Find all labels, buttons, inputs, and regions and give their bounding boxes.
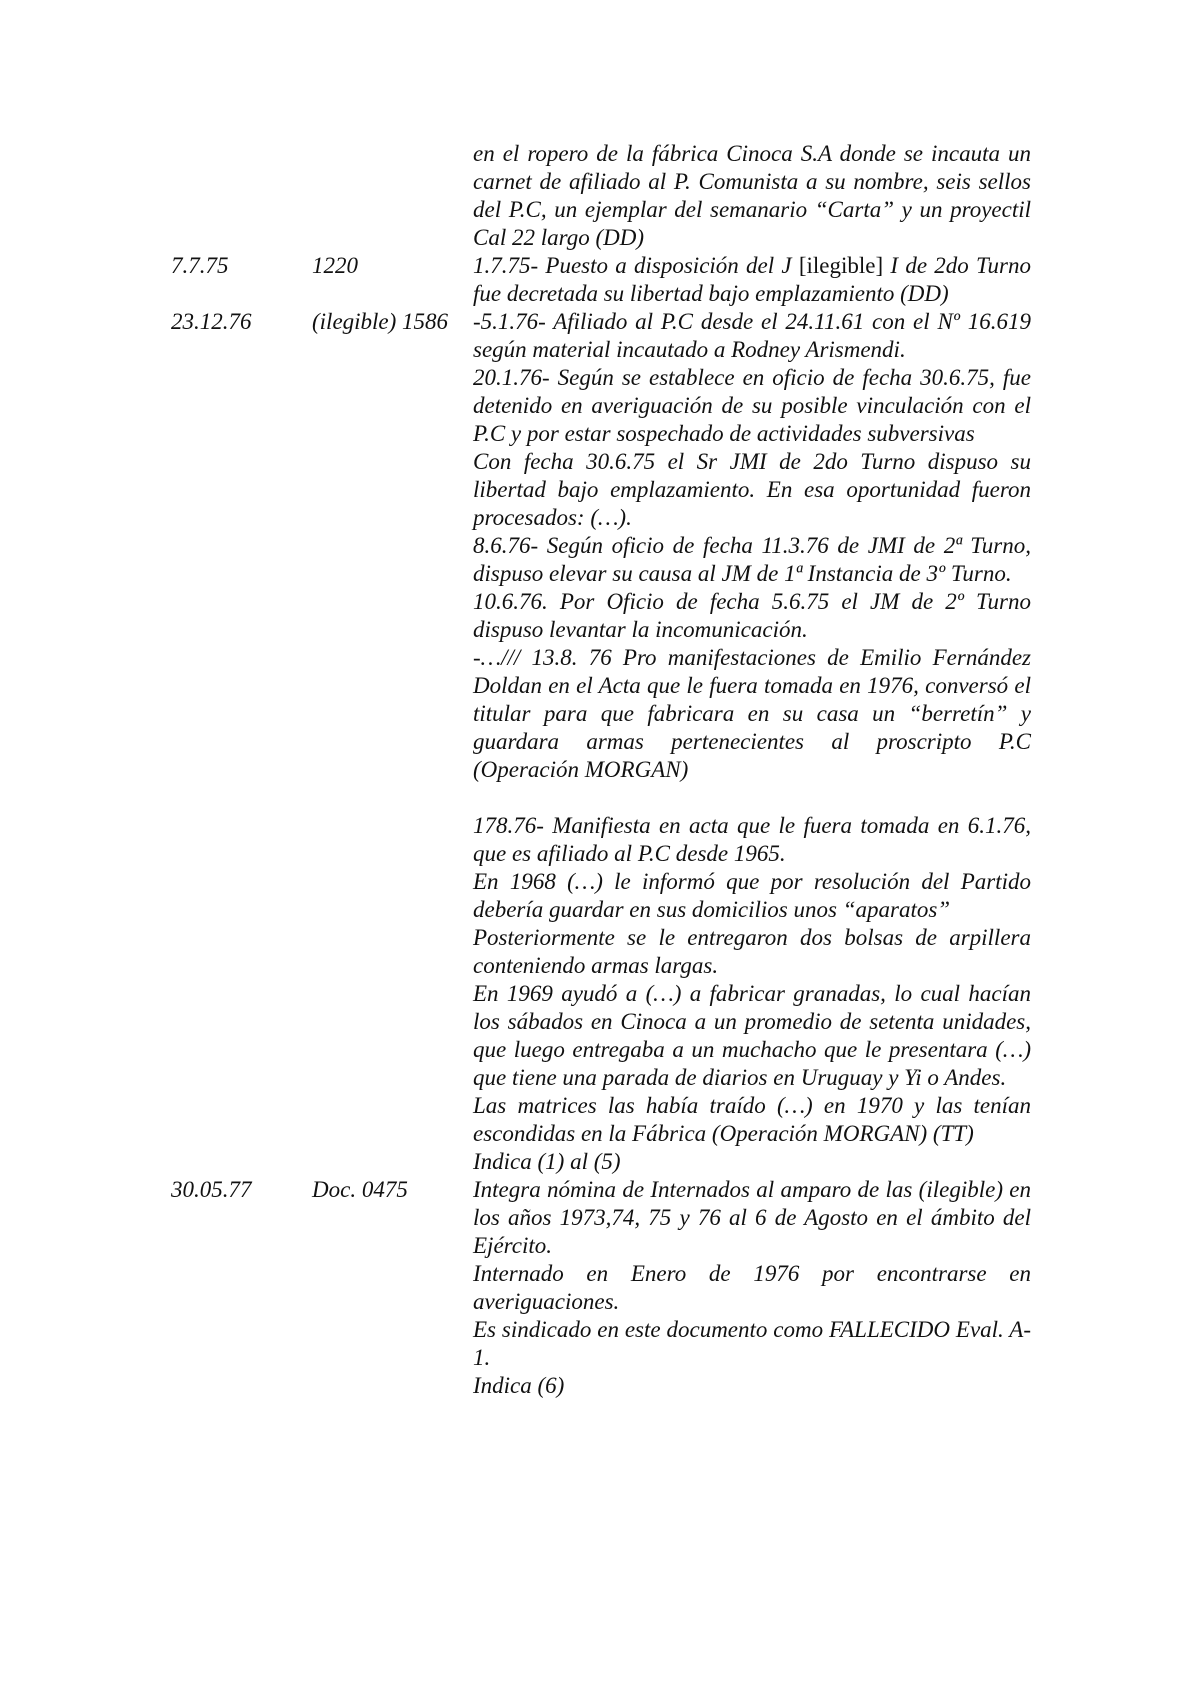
record-row: [171, 252, 1031, 308]
record-text: [473, 308, 1031, 1176]
record-paragraph: 20.1.76- Según se establece en oficio de fecha 30.6.75, fue detenido en averiguación de su posible vinculación con el P.C y por estar sospechado de actividades subversivas: [473, 365, 1031, 446]
record-paragraph: -5.1.76- Afiliado al P.C desde el 24.11.61 con el Nº 16.619 según material incautado a Rodney Arismendi.: [473, 309, 1031, 362]
illegible-note: [ilegible]: [798, 253, 884, 278]
record-paragraph: Internado en Enero de 1976 por encontrarse en averiguaciones.: [473, 1261, 1031, 1314]
record-date: 23.12.76: [171, 309, 252, 334]
record-paragraph: [473, 252, 1031, 308]
record-paragraph: -…/// 13.8. 76 Pro manifestaciones de Emilio Fernández Doldan en el Acta que le fuera tomada en 1976, conversó el titular para que fabricara en su casa un “berretín” y guardara armas pertenecientes al proscripto P.C (Operación MORGAN): [473, 645, 1031, 782]
record-text: [473, 140, 1031, 252]
record-paragraph: Las matrices las había traído (…) en 1970 y las tenían escondidas en la Fábrica (Operación MORGAN) (TT): [473, 1093, 1031, 1146]
paragraph-text: I de 2do Turno fue decretada su libertad bajo emplazamiento (DD): [473, 253, 1031, 306]
record-paragraph: 8.6.76- Según oficio de fecha 11.3.76 de JMI de 2ª Turno, dispuso elevar su causa al JM de 1ª Instancia de 3º Turno.: [473, 533, 1031, 586]
record-paragraph: En 1969 ayudó a (…) a fabricar granadas, lo cual hacían los sábados en Cinoca a un promedio de setenta unidades, que luego entregaba a un muchacho que le presentara (…) que tiene una parada de diarios en Uruguay y Yi o Andes.: [473, 981, 1031, 1090]
record-paragraph: Indica (6): [473, 1373, 565, 1398]
record-paragraph: Indica (1) al (5): [473, 1149, 621, 1174]
paragraph-text: 1.7.75- Puesto a disposición del J: [473, 253, 799, 278]
record-paragraph: 10.6.76. Por Oficio de fecha 5.6.75 el JM de 2º Turno dispuso levantar la incomunicación.: [473, 589, 1031, 642]
record-row: [171, 308, 1031, 1176]
record-paragraph: Integra nómina de Internados al amparo de las (ilegible) en los años 1973,74, 75 y 76 al 6 de Agosto en el ámbito del Ejército.: [473, 1177, 1031, 1258]
record-text: [473, 252, 1031, 308]
record-table: [171, 140, 1031, 1400]
record-date: 7.7.75: [171, 253, 229, 278]
record-ref: [312, 140, 473, 252]
record-paragraph: en el ropero de la fábrica Cinoca S.A donde se incauta un carnet de afiliado al P. Comunista a su nombre, seis sellos del P.C, un ejemplar del semanario “Carta” y un proyectil Cal 22 largo (DD): [473, 141, 1031, 250]
record-date: [171, 140, 312, 252]
record-row: [171, 140, 1031, 252]
record-row: [171, 1176, 1031, 1400]
record-ref: 1220: [312, 253, 358, 278]
record-paragraph: Posteriormente se le entregaron dos bolsas de arpillera conteniendo armas largas.: [473, 925, 1031, 978]
record-paragraph: Es sindicado en este documento como FALLECIDO Eval. A-1.: [473, 1317, 1031, 1370]
record-date: 30.05.77: [171, 1177, 252, 1202]
record-ref: (ilegible) 1586: [312, 309, 449, 334]
record-ref: Doc. 0475: [312, 1177, 408, 1202]
record-text: [473, 1176, 1031, 1400]
record-paragraph: 178.76- Manifiesta en acta que le fuera tomada en 6.1.76, que es afiliado al P.C desde 1965.: [473, 813, 1031, 866]
record-paragraph: Con fecha 30.6.75 el Sr JMI de 2do Turno dispuso su libertad bajo emplazamiento. En esa oportunidad fueron procesados: (…).: [473, 449, 1031, 530]
record-paragraph: En 1968 (…) le informó que por resolución del Partido debería guardar en sus domicilios unos “aparatos”: [473, 869, 1031, 922]
